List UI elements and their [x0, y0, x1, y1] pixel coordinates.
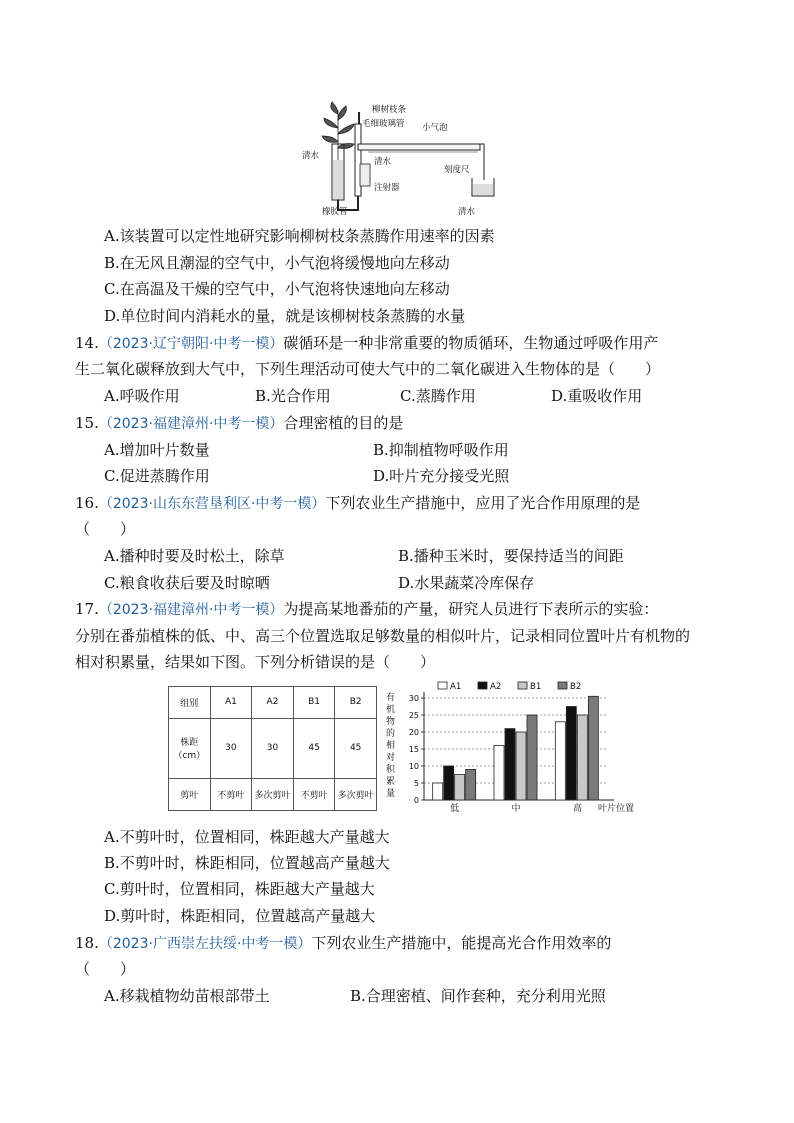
- table-header-row: [169, 687, 377, 719]
- bar-b1-0: [455, 775, 465, 801]
- label-rubber-tube: 橡胶管: [322, 207, 348, 217]
- legend-label-a2: A2: [490, 682, 502, 692]
- x-tick-label: 中: [511, 804, 521, 814]
- q14-stem: 碳循环是一种非常重要的物质循环，生物通过呼吸作用产: [283, 334, 659, 352]
- q15-option-c[interactable]: C.促进蒸腾作用: [104, 467, 210, 485]
- q14-stem-line2: 生二氧化碳释放到大气中，下列生理活动可使大气中的二氧化碳进入生物体的是（ ）: [75, 360, 661, 378]
- q13-option-c[interactable]: C.在高温及干燥的空气中，小气泡将快速地向左移动: [104, 280, 450, 298]
- table-header-cell: A1: [210, 687, 252, 719]
- bar-a2-1: [505, 729, 515, 800]
- x-axis-label: 叶片位置: [597, 804, 635, 814]
- legend-swatch-b2: [558, 682, 567, 689]
- q16-option-a[interactable]: A.播种时要及时松土，除草: [104, 547, 285, 565]
- table-cell: 30: [210, 718, 252, 779]
- table-cell: 多次剪叶: [252, 779, 294, 811]
- q17-option-a[interactable]: A.不剪叶时，位置相同，株距越大产量越大: [104, 828, 390, 846]
- q16-stem: 下列农业生产措施中，应用了光合作用原理的是: [325, 494, 641, 512]
- x-tick-label: 高: [572, 804, 582, 814]
- y-tick-label: 0: [413, 796, 419, 805]
- q18-stem: 下列农业生产措施中，能提高光合作用效率的: [311, 934, 612, 952]
- y-axis-label-char: 的: [386, 729, 396, 739]
- legend-swatch-a1: [438, 682, 447, 689]
- q15-stem-line1: [75, 412, 403, 435]
- y-axis-label-char: 物: [386, 717, 396, 727]
- syringe-drawing: [360, 164, 370, 186]
- label-syringe: 注射器: [374, 183, 400, 193]
- q14-source: （2023·辽宁朝阳·中考一模）: [98, 336, 284, 352]
- q15-option-a[interactable]: A.增加叶片数量: [104, 441, 210, 459]
- q16-source: （2023·山东东营垦利区·中考一模）: [98, 496, 326, 512]
- table-row: [169, 718, 377, 779]
- y-axis-label-char: 对: [386, 753, 396, 763]
- q13-option-a[interactable]: A.该装置可以定性地研究影响柳树枝条蒸腾作用速率的因素: [104, 227, 495, 245]
- y-tick-label: 5: [413, 779, 419, 788]
- y-tick-label: 30: [408, 694, 419, 703]
- q13-option-d[interactable]: D.单位时间内消耗水的量，就是该柳树枝条蒸腾的水量: [104, 307, 466, 325]
- q16-option-b[interactable]: B.播种玉米时，要保持适当的间距: [398, 547, 624, 565]
- label-water-left: 清水: [302, 151, 320, 161]
- label-capillary: 毛细玻璃管: [362, 119, 405, 129]
- y-tick-label: 20: [408, 728, 419, 737]
- label-water-tube: 清水: [374, 157, 392, 167]
- q17-option-b[interactable]: B.不剪叶时，株距相同，位置越高产量越大: [104, 854, 390, 872]
- y-axis-label-char: 量: [386, 789, 396, 799]
- q17-option-c[interactable]: C.剪叶时，位置相同，株距越大产量越大: [104, 880, 375, 898]
- bar-a1-1: [494, 746, 504, 800]
- bar-b1-2: [577, 715, 587, 800]
- bar-a2-0: [444, 766, 454, 800]
- x-tick-label: 低: [450, 804, 460, 814]
- table-header-cell: A2: [252, 687, 294, 719]
- q15-option-b[interactable]: B.抑制植物呼吸作用: [373, 441, 509, 459]
- q17-source: （2023·福建漳州·中考一模）: [98, 602, 284, 618]
- bar-chart: [380, 676, 638, 816]
- y-axis-label-char: 积: [386, 765, 396, 775]
- q14-option-d[interactable]: D.重吸收作用: [551, 387, 643, 405]
- table-cell: 45: [293, 718, 335, 779]
- y-tick-label: 10: [408, 762, 419, 771]
- table-header-cell: 组别: [169, 687, 211, 719]
- bar-b2-1: [527, 715, 537, 800]
- q16-number: 16.: [75, 494, 99, 512]
- q15-option-d[interactable]: D.叶片充分接受光照: [373, 467, 510, 485]
- bar-a2-2: [566, 707, 576, 801]
- q17-number: 17.: [75, 600, 99, 618]
- q18-number: 18.: [75, 934, 99, 952]
- q15-number: 15.: [75, 414, 99, 432]
- q14-option-c[interactable]: C.蒸腾作用: [400, 387, 476, 405]
- label-ruler: 刻度尺: [444, 165, 470, 175]
- table-header-cell: B2: [335, 687, 377, 719]
- legend-swatch-a2: [478, 682, 487, 689]
- y-axis-label-char: 相: [386, 741, 396, 751]
- q13-option-b[interactable]: B.在无风且潮湿的空气中，小气泡将缓慢地向左移动: [104, 254, 450, 272]
- y-tick-label: 25: [408, 711, 419, 720]
- q14-number: 14.: [75, 334, 99, 352]
- q16-option-d[interactable]: D.水果蔬菜冷库保存: [398, 574, 535, 592]
- bar-b2-0: [466, 769, 476, 800]
- y-tick-label: 15: [408, 745, 419, 754]
- q15-source: （2023·福建漳州·中考一模）: [98, 416, 284, 432]
- q18-option-a[interactable]: A.移栽植物幼苗根部带土: [104, 987, 270, 1005]
- bar-b1-1: [516, 732, 526, 800]
- q17-stem: 为提高某地番茄的产量，研究人员进行下表所示的实验：: [283, 600, 659, 618]
- q17-stem-line1: [75, 598, 658, 621]
- q16-stem-line2: （ ）: [75, 520, 136, 538]
- q17-stem-line3: 相对积累量，结果如下图。下列分析错误的是（ ）: [75, 653, 436, 671]
- legend-swatch-b1: [518, 682, 527, 689]
- q17-stem-line2: 分别在番茄植株的低、中、高三个位置选取足够数量的相似叶片，记录相同位置叶片有机物的: [75, 627, 691, 645]
- q16-option-c[interactable]: C.粮食收获后要及时晾晒: [104, 574, 270, 592]
- table-cell: 不剪叶: [293, 779, 335, 811]
- table-cell: 剪叶: [169, 779, 211, 811]
- bar-a1-2: [555, 722, 565, 800]
- experiment-table: [168, 686, 377, 811]
- horizontal-tube: [358, 144, 480, 150]
- legend-label-b1: B1: [530, 682, 542, 692]
- q18-stem-line1: [75, 932, 611, 955]
- q14-stem-line1: [75, 332, 658, 355]
- bar-b2-2: [588, 696, 598, 800]
- q14-option-a[interactable]: A.呼吸作用: [104, 387, 180, 405]
- q18-source: （2023·广西崇左扶绥·中考一模）: [98, 936, 312, 952]
- bar-a1-0: [433, 783, 443, 800]
- table-row: [169, 779, 377, 811]
- q17-option-d[interactable]: D.剪叶时，株距相同，位置越高产量越大: [104, 907, 376, 925]
- legend-label-b2: B2: [570, 682, 582, 692]
- q14-option-b[interactable]: B.光合作用: [255, 387, 331, 405]
- apparatus-figure: [300, 100, 500, 218]
- y-axis-label-char: 有: [386, 693, 396, 703]
- table-cell: 株距（cm）: [169, 718, 211, 779]
- y-axis-label-char: 累: [386, 777, 396, 787]
- label-bubble: 小气泡: [422, 123, 448, 133]
- table-cell: 不剪叶: [210, 779, 252, 811]
- q18-stem-line2: （ ）: [75, 960, 136, 978]
- label-water-right: 清水: [458, 207, 476, 217]
- legend-label-a1: A1: [450, 682, 462, 692]
- table-header-cell: B1: [293, 687, 335, 719]
- table-cell: 45: [335, 718, 377, 779]
- table-cell: 多次剪叶: [335, 779, 377, 811]
- table-cell: 30: [252, 718, 294, 779]
- label-branch: 柳树枝条: [372, 105, 407, 115]
- y-axis-label-char: 机: [386, 705, 396, 715]
- q18-option-b[interactable]: B.合理密植、间作套种，充分利用光照: [350, 987, 606, 1005]
- q16-stem-line1: [75, 492, 640, 515]
- q15-stem: 合理密植的目的是: [283, 414, 404, 432]
